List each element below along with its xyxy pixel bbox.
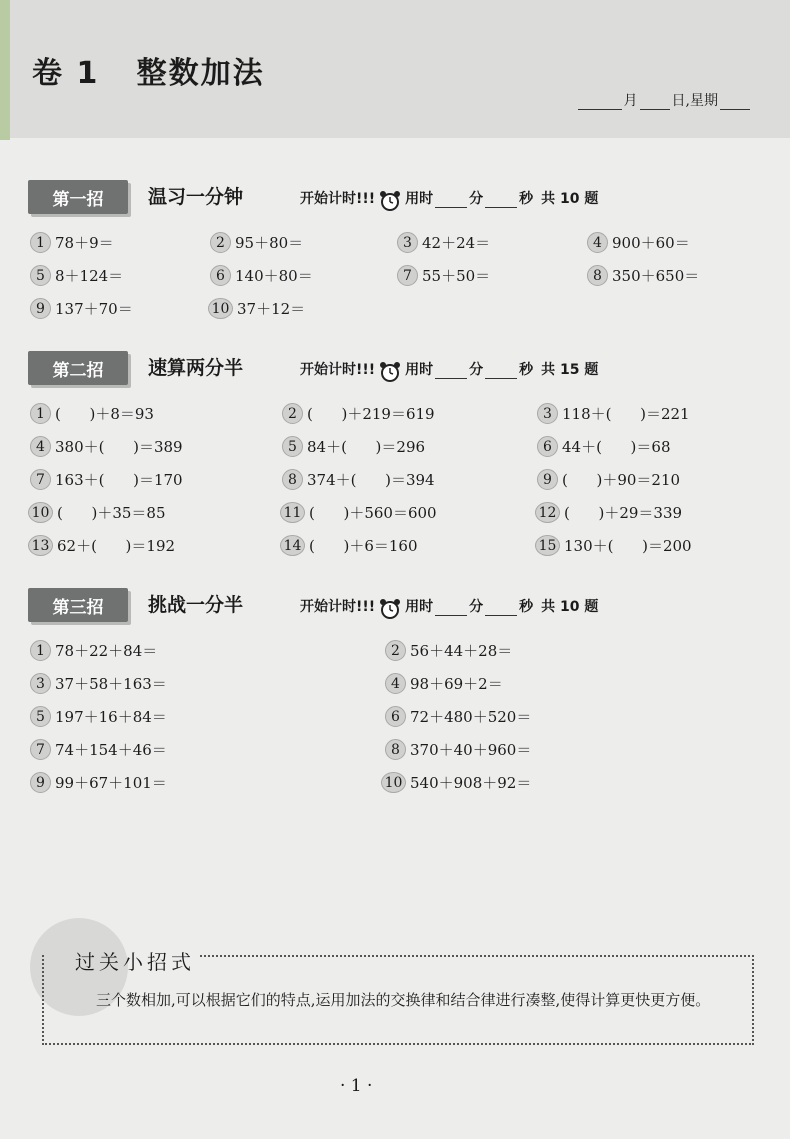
- problem-text: 374＋( )＝394: [307, 471, 435, 489]
- timer-min: 分: [469, 362, 484, 378]
- timer-line: [300, 594, 598, 616]
- alarm-clock-icon: [379, 598, 401, 620]
- problem-text: ( )＋219＝619: [307, 405, 435, 423]
- problem-number: 9: [30, 298, 51, 319]
- problem-number: 14: [280, 535, 305, 556]
- problem-text: ( )＋29＝339: [564, 504, 683, 522]
- problem-item: [30, 706, 167, 727]
- timer-min: 分: [469, 599, 484, 615]
- problem-item: [30, 772, 167, 793]
- minutes-blank[interactable]: [435, 364, 467, 379]
- timer-start: 开始计时!!!: [300, 362, 376, 378]
- day-blank[interactable]: [640, 95, 670, 110]
- problem-number: 8: [385, 739, 406, 760]
- problem-number: 9: [30, 772, 51, 793]
- problem-number: 8: [587, 265, 608, 286]
- problem-number: 5: [282, 436, 303, 457]
- problem-item: [397, 265, 490, 286]
- problem-number: 12: [535, 502, 560, 523]
- problem-item: [210, 232, 303, 253]
- seconds-blank[interactable]: [485, 364, 517, 379]
- tips-top-border: [200, 955, 750, 957]
- problem-item: [30, 265, 123, 286]
- problem-item: [208, 298, 305, 319]
- timer-used: 用时: [405, 362, 434, 378]
- problem-number: 7: [397, 265, 418, 286]
- problem-number: 3: [397, 232, 418, 253]
- problem-number: 7: [30, 739, 51, 760]
- timer-used: 用时: [405, 191, 434, 207]
- alarm-clock-icon: [379, 361, 401, 383]
- timer-line: [300, 357, 598, 379]
- problem-item: [28, 535, 175, 556]
- problem-item: [385, 640, 512, 661]
- problem-number: 2: [282, 403, 303, 424]
- problem-item: [535, 535, 692, 556]
- problem-number: 11: [280, 502, 305, 523]
- problem-text: 380＋( )＝389: [55, 438, 183, 456]
- section-header: [0, 351, 790, 387]
- problem-number: 4: [30, 436, 51, 457]
- problem-text: 95＋80＝: [235, 234, 304, 252]
- problem-item: [30, 403, 154, 424]
- problem-text: 42＋24＝: [422, 234, 491, 252]
- section-badge: 第三招: [28, 588, 128, 622]
- problem-number: 8: [282, 469, 303, 490]
- timer-sec: 秒: [519, 191, 534, 207]
- problem-text: 350＋650＝: [612, 267, 700, 285]
- problem-text: ( )＋35＝85: [57, 504, 166, 522]
- problem-text: 137＋70＝: [55, 300, 133, 318]
- problem-text: 55＋50＝: [422, 267, 491, 285]
- problem-item: [280, 502, 437, 523]
- problem-item: [397, 232, 490, 253]
- problem-number: 15: [535, 535, 560, 556]
- problem-text: 98＋69＋2＝: [410, 675, 503, 693]
- section-header: [0, 588, 790, 624]
- problem-number: 6: [537, 436, 558, 457]
- problem-item: [381, 772, 531, 793]
- month-blank[interactable]: [578, 95, 622, 110]
- problem-text: 44＋( )＝68: [562, 438, 671, 456]
- minutes-blank[interactable]: [435, 601, 467, 616]
- problem-item: [282, 436, 425, 457]
- problem-text: ( )＋8＝93: [55, 405, 154, 423]
- problem-text: 140＋80＝: [235, 267, 313, 285]
- problem-item: [537, 436, 671, 457]
- problem-number: 10: [381, 772, 406, 793]
- page-header: [10, 0, 790, 138]
- problem-number: 10: [28, 502, 53, 523]
- timer-line: [300, 186, 598, 208]
- month-label: 月: [623, 93, 638, 109]
- minutes-blank[interactable]: [435, 193, 467, 208]
- problem-text: 900＋60＝: [612, 234, 690, 252]
- problem-number: 3: [30, 673, 51, 694]
- page-number: · 1 ·: [340, 1076, 373, 1096]
- problem-item: [30, 640, 157, 661]
- problem-text: ( )＋6＝160: [309, 537, 418, 555]
- problem-number: 1: [30, 640, 51, 661]
- problem-text: 130＋( )＝200: [564, 537, 692, 555]
- problem-number: 2: [210, 232, 231, 253]
- problem-item: [535, 502, 682, 523]
- problem-item: [30, 739, 167, 760]
- timer-sec: 秒: [519, 362, 534, 378]
- problem-item: [537, 469, 680, 490]
- problem-number: 4: [385, 673, 406, 694]
- problem-total: 共 15 题: [541, 362, 599, 378]
- section-title: 挑战一分半: [148, 594, 244, 616]
- problem-number: 9: [537, 469, 558, 490]
- problem-item: [282, 403, 435, 424]
- problem-item: [385, 706, 531, 727]
- day-label: 日,: [671, 93, 690, 109]
- problem-number: 5: [30, 265, 51, 286]
- problem-number: 3: [537, 403, 558, 424]
- problem-item: [385, 673, 503, 694]
- timer-used: 用时: [405, 599, 434, 615]
- section-title: 温习一分钟: [148, 186, 244, 208]
- problem-text: 74＋154＋46＝: [55, 741, 167, 759]
- problem-text: 62＋( )＝192: [57, 537, 176, 555]
- problem-item: [282, 469, 435, 490]
- weekday-blank[interactable]: [720, 95, 750, 110]
- timer-start: 开始计时!!!: [300, 191, 376, 207]
- problem-item: [30, 232, 114, 253]
- problem-total: 共 10 题: [541, 191, 599, 207]
- seconds-blank[interactable]: [485, 601, 517, 616]
- problem-number: 5: [30, 706, 51, 727]
- problem-text: 78＋22＋84＝: [55, 642, 158, 660]
- problem-text: 84＋( )＝296: [307, 438, 426, 456]
- timer-start: 开始计时!!!: [300, 599, 376, 615]
- problem-text: ( )＋90＝210: [562, 471, 681, 489]
- problem-number: 2: [385, 640, 406, 661]
- problem-text: 370＋40＋960＝: [410, 741, 532, 759]
- problem-item: [30, 469, 183, 490]
- tips-title: 过关小招式: [75, 950, 195, 974]
- problem-item: [587, 232, 690, 253]
- problem-text: 72＋480＋520＝: [410, 708, 532, 726]
- seconds-blank[interactable]: [485, 193, 517, 208]
- left-color-bar: [0, 0, 10, 140]
- problem-item: [280, 535, 418, 556]
- problem-number: 4: [587, 232, 608, 253]
- problem-item: [30, 298, 133, 319]
- timer-sec: 秒: [519, 599, 534, 615]
- date-line: [576, 90, 752, 110]
- section-badge: 第一招: [28, 180, 128, 214]
- problem-item: [30, 673, 167, 694]
- problem-text: 56＋44＋28＝: [410, 642, 513, 660]
- problem-total: 共 10 题: [541, 599, 599, 615]
- problem-number: 1: [30, 232, 51, 253]
- problem-text: 8＋124＝: [55, 267, 124, 285]
- section-badge: 第二招: [28, 351, 128, 385]
- page-title: 卷 1 整数加法: [32, 56, 265, 91]
- problem-item: [28, 502, 166, 523]
- problem-text: 99＋67＋101＝: [55, 774, 167, 792]
- timer-min: 分: [469, 191, 484, 207]
- section-header: [0, 180, 790, 216]
- tips-text: 三个数相加,可以根据它们的特点,运用加法的交换律和结合律进行凑整,使得计算更快更方便。: [96, 991, 711, 1009]
- alarm-clock-icon: [379, 190, 401, 212]
- problem-number: 10: [208, 298, 233, 319]
- problem-text: 197＋16＋84＝: [55, 708, 167, 726]
- problem-item: [537, 403, 690, 424]
- weekday-label: 星期: [690, 93, 718, 109]
- problem-item: [587, 265, 699, 286]
- problem-number: 1: [30, 403, 51, 424]
- problem-number: 6: [385, 706, 406, 727]
- problem-item: [30, 436, 183, 457]
- problem-number: 7: [30, 469, 51, 490]
- problem-text: 540＋908＋92＝: [410, 774, 532, 792]
- problem-text: 163＋( )＝170: [55, 471, 183, 489]
- problem-item: [385, 739, 531, 760]
- problem-number: 6: [210, 265, 231, 286]
- problem-item: [210, 265, 313, 286]
- problem-text: 37＋58＋163＝: [55, 675, 167, 693]
- problem-text: ( )＋560＝600: [309, 504, 437, 522]
- problem-number: 13: [28, 535, 53, 556]
- problem-text: 118＋( )＝221: [562, 405, 690, 423]
- section-title: 速算两分半: [148, 357, 244, 379]
- problem-text: 37＋12＝: [237, 300, 306, 318]
- problem-text: 78＋9＝: [55, 234, 114, 252]
